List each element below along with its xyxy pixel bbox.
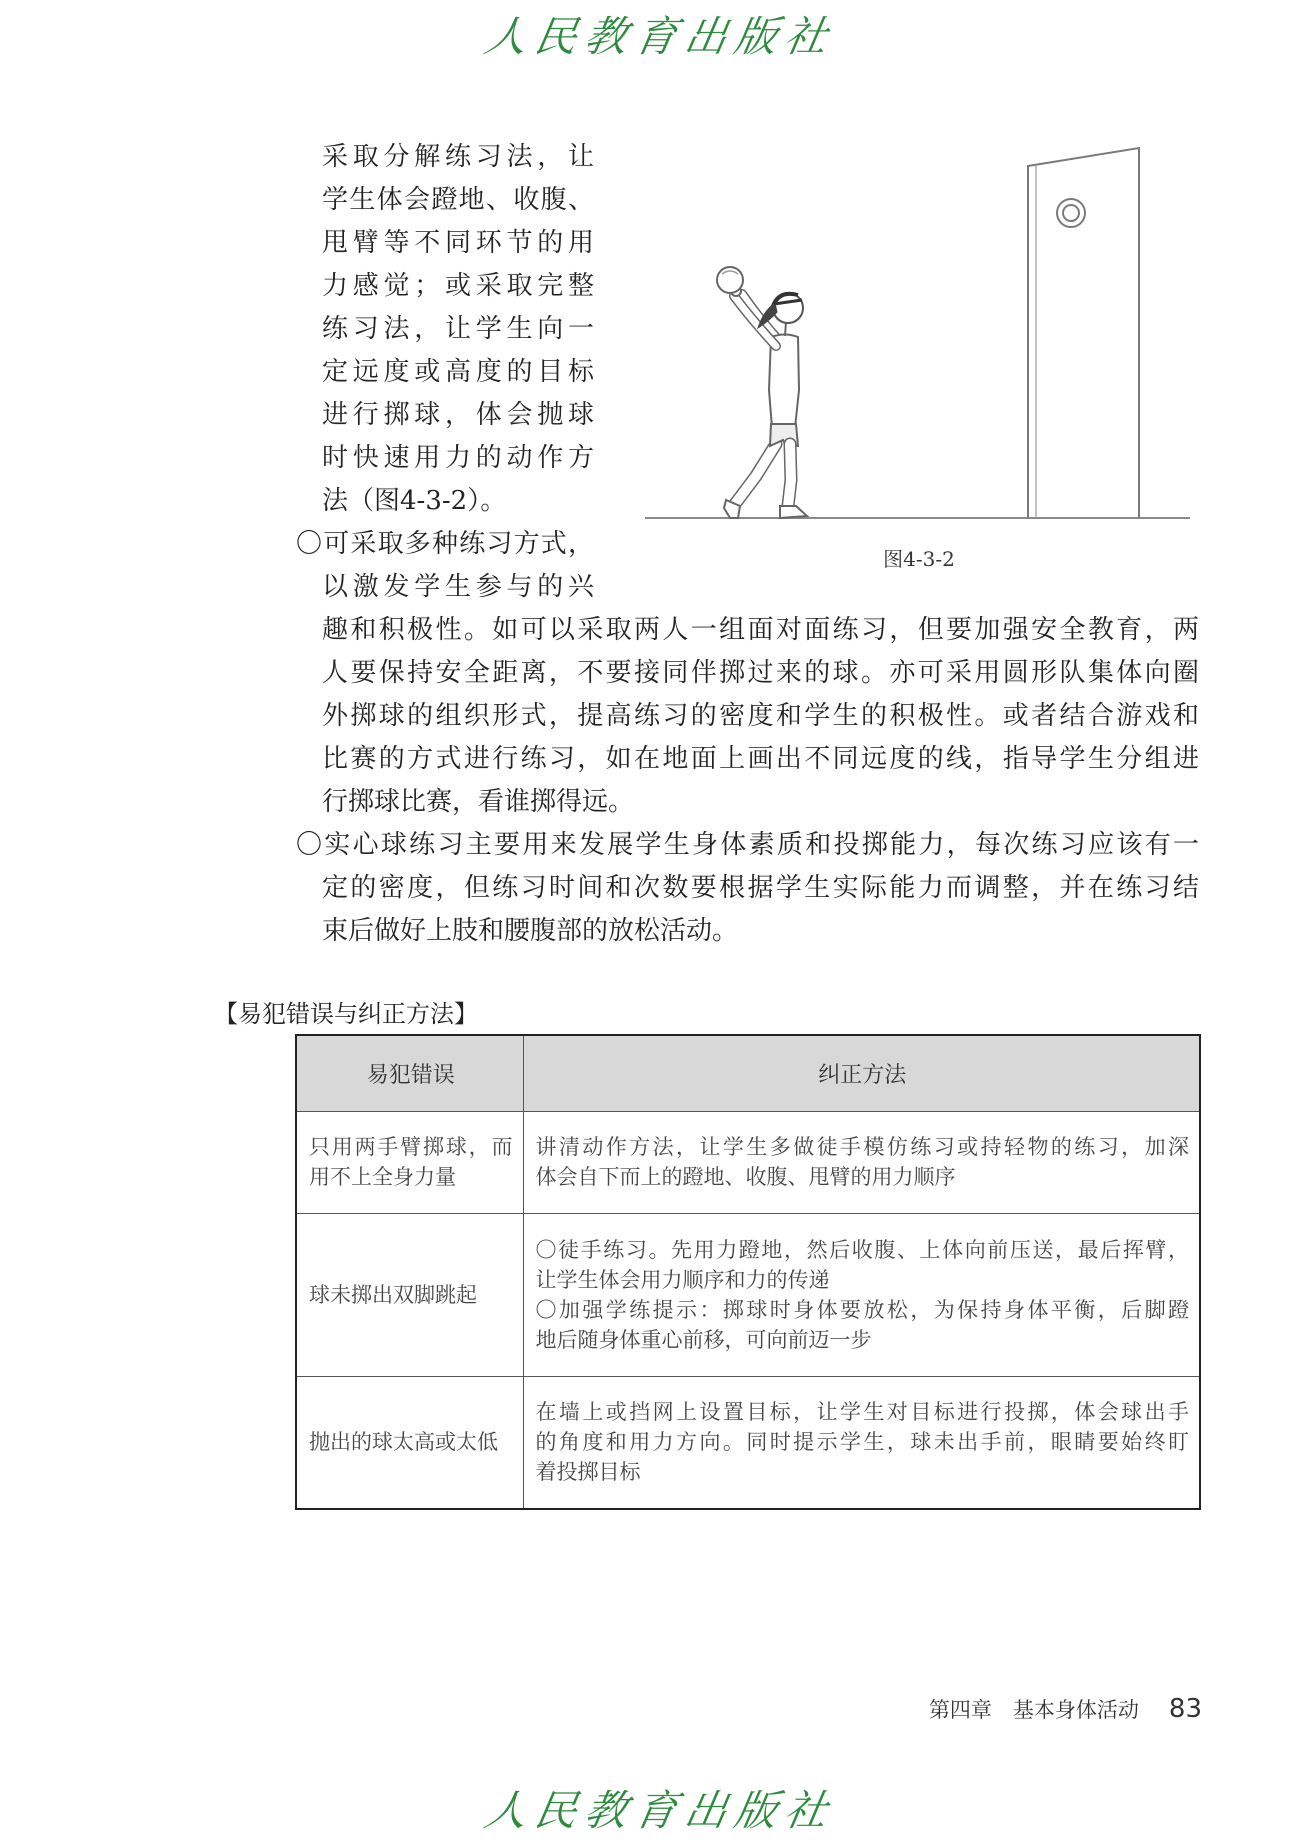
figure-caption: 图4-3-2	[883, 547, 955, 571]
correction-line: 体会自下而上的蹬地、收腹、甩臂的用力顺序	[535, 1165, 956, 1189]
body-line: 进行掷球，体会抛球	[322, 400, 594, 430]
body-line: 比赛的方式进行练习，如在地面上画出不同远度的线，指导学生分组进	[322, 744, 1199, 774]
correction-line: 在墙上或挡网上设置目标，让学生对目标进行投掷，体会球出手	[535, 1400, 1189, 1425]
chapter-title: 第四章 基本身体活动	[928, 1698, 1139, 1722]
bullet-line: 〇可采取多种练习方式，	[296, 529, 594, 559]
target-inner-ring	[1063, 205, 1079, 221]
body-line: 时快速用力的动作方	[322, 443, 594, 473]
body-line: 甩臂等不同环节的用	[322, 228, 594, 258]
student-front-shoe	[780, 506, 807, 518]
body-line: 学生体会蹬地、收腹、	[322, 185, 594, 215]
body-line: 力感觉；或采取完整	[322, 271, 594, 301]
student-neck	[785, 322, 786, 336]
body-line: 以激发学生参与的兴	[322, 572, 594, 602]
publisher-logo-bottom: 人民教育出版社	[480, 1786, 840, 1835]
body-line: 束后做好上肢和腰腹部的放松活动。	[322, 916, 739, 946]
table-row	[296, 1111, 1200, 1213]
correction-line: 的角度和用力方向。同时提示学生，球未出手前，眼睛要始终盯	[535, 1430, 1189, 1455]
body-line: 法（图4-3-2）。	[322, 486, 507, 516]
student-front-leg	[788, 444, 791, 506]
student-back-leg	[735, 444, 776, 504]
mistake-cell	[296, 1111, 523, 1213]
correction-line: 〇加强学练提示：掷球时身体要放松，为保持身体平衡，后脚蹬	[535, 1297, 1189, 1322]
body-line: 采取分解练习法，让	[322, 142, 594, 172]
mistakes-table	[295, 1034, 1201, 1510]
correction-line: 着投掷目标	[535, 1460, 641, 1485]
page-number: 83	[1168, 1694, 1202, 1724]
table-header-row	[296, 1035, 1200, 1111]
page-footer	[929, 1692, 1202, 1726]
mistake-line: 球未掷出双脚跳起	[309, 1282, 477, 1307]
correction-line: 〇徒手练习。先用力蹬地，然后收腹、上体向前压送，最后挥臂，	[535, 1237, 1189, 1262]
bullet-line: 〇实心球练习主要用来发展学生身体素质和投掷能力，每次练习应该有一	[296, 830, 1199, 860]
mistake-line: 只用两手臂掷球，而	[309, 1135, 513, 1159]
mistake-cell	[296, 1376, 523, 1509]
body-line: 趣和积极性。如可以采取两人一组面对面练习，但要加强安全教育，两	[322, 615, 1199, 645]
body-line: 练习法，让学生向一	[322, 314, 594, 344]
table-header-mistake: 易犯错误	[296, 1035, 523, 1111]
section-title: 【易犯错误与纠正方法】	[214, 1000, 478, 1028]
mistake-line: 抛出的球太高或太低	[309, 1430, 498, 1455]
correction-cell	[523, 1376, 1200, 1509]
student-front-arm	[734, 296, 776, 346]
figure-illustration	[630, 140, 1200, 530]
body-line: 定远度或高度的目标	[322, 357, 594, 387]
body-line: 定的密度，但练习时间和次数要根据学生实际能力而调整，并在练习结	[322, 873, 1199, 903]
correction-line: 让学生体会用力顺序和力的传递	[535, 1267, 830, 1292]
mistake-cell	[296, 1213, 523, 1376]
publisher-logo-top: 人民教育出版社	[480, 12, 840, 61]
correction-line: 讲清动作方法，让学生多做徒手模仿练习或持轻物的练习，加深	[535, 1135, 1189, 1159]
correction-cell	[523, 1213, 1200, 1376]
table-row	[296, 1376, 1200, 1509]
wall-door	[1028, 148, 1139, 518]
mistake-line: 用不上全身力量	[309, 1165, 456, 1189]
student-throwing-figure	[717, 267, 807, 518]
body-line: 人要保持安全距离，不要接同伴掷过来的球。亦可采用圆形队集体向圈	[322, 658, 1199, 688]
table-row	[296, 1213, 1200, 1376]
target-outer-ring	[1057, 199, 1085, 227]
body-line: 外掷球的组织形式，提高练习的密度和学生的积极性。或者结合游戏和	[322, 701, 1199, 731]
correction-line: 地后随身体重心前移，可向前迈一步	[535, 1327, 872, 1352]
body-line: 行掷球比赛，看谁掷得远。	[322, 787, 635, 817]
table-header-correction: 纠正方法	[523, 1035, 1200, 1111]
correction-cell	[523, 1111, 1200, 1213]
